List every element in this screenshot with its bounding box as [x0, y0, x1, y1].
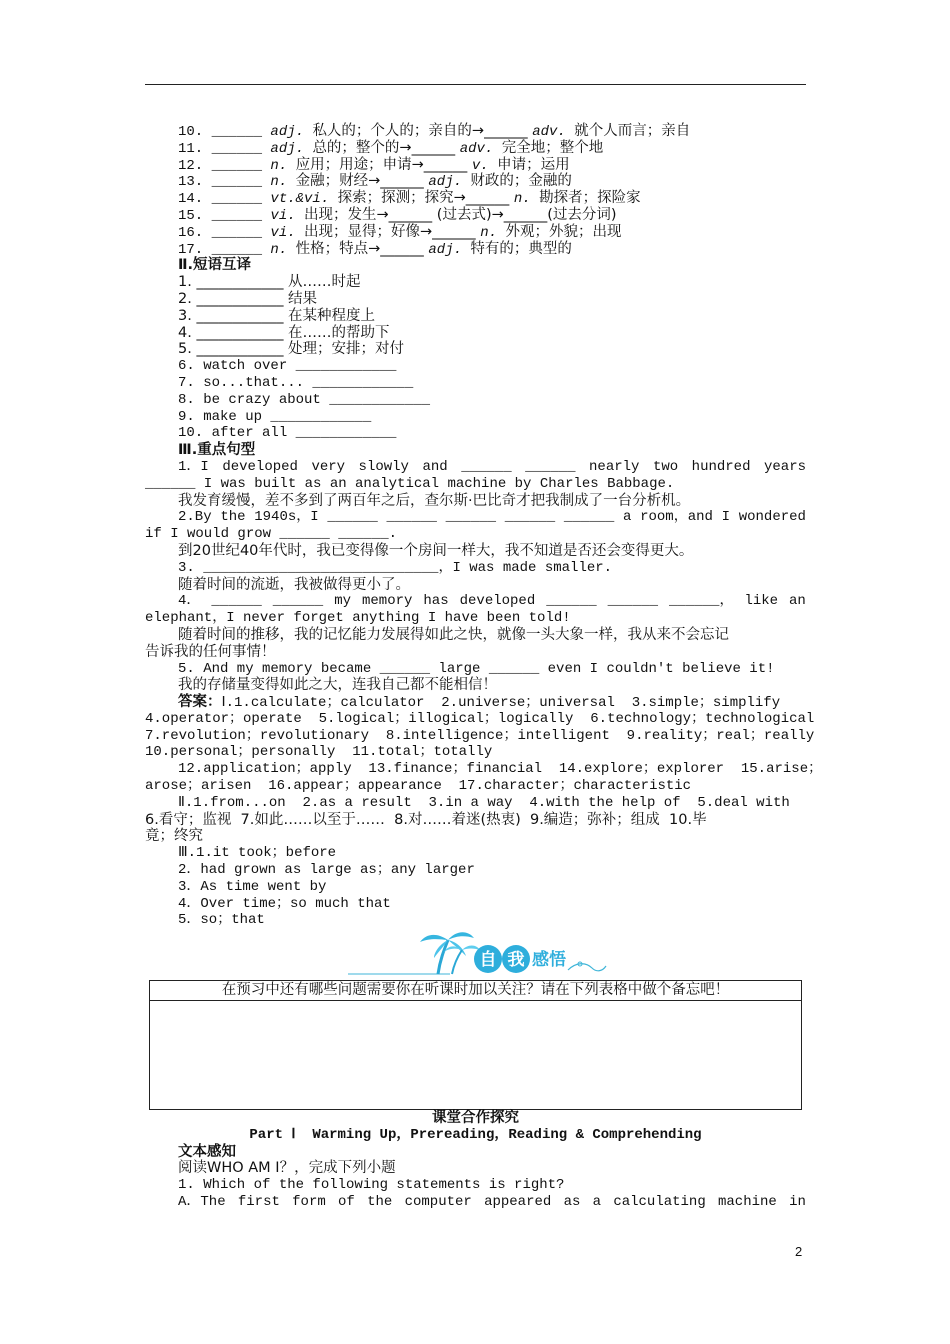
- phrase-item: 6. watch over ____________: [178, 358, 397, 375]
- word: hundred: [691, 458, 751, 475]
- word: 1．I: [178, 458, 209, 475]
- part-heading: Part Ⅰ Warming Up，Prereading，Reading & Comprehending: [249, 1126, 702, 1143]
- vocab-pos: n.: [270, 174, 296, 191]
- word: has: [423, 593, 449, 610]
- word: machine: [718, 1193, 777, 1210]
- section-2-title: Ⅱ.短语互译: [178, 257, 252, 274]
- vocab-number: 17.: [178, 241, 212, 258]
- vocab-number: 13.: [178, 174, 212, 191]
- vocab-number: 12.: [178, 157, 212, 174]
- phrase-item: 9. make up ____________: [178, 408, 372, 425]
- word: I: [721, 509, 731, 526]
- vocab-meaning-2: 申请；运用: [497, 156, 570, 173]
- word: ______: [272, 593, 324, 610]
- vocab-meaning: 出现；发生→______ (过去式)→______(过去分词): [304, 206, 617, 223]
- sentence-3-translation: 随着时间的流逝，我被做得更小了。: [178, 576, 410, 593]
- word: ______: [563, 509, 615, 526]
- vocab-number: 14.: [178, 191, 212, 208]
- word: ______: [211, 593, 262, 610]
- answers-line-3: 7.revolution；revolutionary 8.intelligence；intelligent 9.reality；real；really: [145, 727, 815, 744]
- vocab-item: [145, 173, 806, 190]
- word: room，and: [640, 509, 713, 526]
- vocab-item: [145, 157, 806, 174]
- self-reflection-banner: [340, 926, 610, 982]
- vocab-meaning-2: 财政的；金融的: [470, 173, 572, 190]
- answers-line-8: 6.看守；监视 7.如此……以至于…… 8.对……着迷(热衷) 9.编造；弥补；组成 10.毕: [145, 811, 707, 828]
- word: as: [563, 1193, 581, 1210]
- word: like: [744, 593, 779, 610]
- vocab-pos-2: adv.: [459, 140, 502, 157]
- answers-line-7: Ⅱ.1.from...on 2.as a result 3.in a way 4.with the help of 5.deal with: [178, 794, 790, 811]
- sentence-2-translation: 到20世纪40年代时，我已变得像一个房间一样大，我不知道是否还会变得更大。: [178, 542, 694, 559]
- word: first: [237, 1193, 280, 1210]
- sentence-5-translation: 我的存储量变得如此之大，连我自己都不能相信！: [178, 677, 497, 694]
- vocab-meaning-2: 外观；外貌；出现: [505, 223, 622, 240]
- vocab-blank: ______: [211, 174, 271, 191]
- word: nearly: [589, 458, 640, 475]
- vocab-pos: adj.: [270, 124, 313, 140]
- vocab-item: [145, 123, 806, 140]
- answers-line-4: 10.personal；personally 11.total；totally: [145, 744, 493, 761]
- word: calculating: [613, 1193, 706, 1210]
- sentence-1-line-1: [145, 459, 806, 476]
- answers-label: 答案：: [178, 694, 222, 711]
- word: of: [338, 1193, 355, 1210]
- vocab-number: 11.: [178, 140, 212, 157]
- vocab-pos: vt.&vi.: [270, 191, 338, 208]
- word: ______: [525, 458, 576, 475]
- sentence-1-translation: 我发育缓慢，差不多到了两百年之后，查尔斯·巴比奇才把我制成了一台分析机。: [178, 492, 691, 509]
- sentence-4-translation-1: 随着时间的推移，我的记忆能力发展得如此之快，就像一头大象一样，我从来不会忘记: [178, 626, 729, 643]
- vocab-meaning: 出现；显得；好像→______: [304, 223, 481, 240]
- vocab-pos-2: adv.: [532, 124, 575, 140]
- vocab-pos: adj.: [270, 140, 313, 157]
- word: a: [622, 509, 632, 526]
- answers-line-14: 5．so；that: [178, 912, 265, 929]
- phrase-item: 1. ____________ 从……时起: [178, 274, 361, 291]
- sentence-3-line: 3. ____________________________，I was made smaller.: [178, 559, 613, 576]
- sentence-1-line-2: ______ I was built as an analytical machine by Charles Babbage.: [145, 475, 675, 492]
- vocab-pos-2: adj.: [428, 241, 471, 258]
- sentence-4-line-1: [145, 593, 806, 610]
- answers-line-6: arose；arisen 16.appear；appearance 17.character；characteristic: [145, 778, 692, 795]
- word: and: [422, 458, 448, 475]
- page-number: 2: [795, 1244, 803, 1259]
- vocab-meaning: 金融；财经→______: [295, 173, 429, 190]
- vocab-pos-2: adj.: [428, 174, 471, 191]
- sentence-2-line-2: if I would grow ______ ______.: [145, 526, 398, 543]
- word: wondered: [738, 509, 806, 526]
- word: 4．: [178, 593, 201, 610]
- word: ______: [445, 509, 497, 526]
- subsection-title: 文本感知: [178, 1143, 236, 1160]
- word: 1940s，I: [254, 509, 319, 526]
- vocab-blank: ______: [211, 224, 271, 241]
- palm-tree-icon: [420, 932, 480, 974]
- word: form: [292, 1193, 326, 1210]
- answers-line-5: 12.application；apply 13.finance；financial 14.explore；explorer 15.arise；: [178, 761, 823, 778]
- word: my: [334, 593, 352, 610]
- phrase-item: 5. ____________ 处理；安排；对付: [178, 341, 405, 358]
- vocab-meaning-2: 完全地；整个地: [501, 139, 604, 156]
- vocab-blank: ______: [211, 207, 271, 224]
- reading-instruction: 阅读WHO AM I？，完成下列小题: [178, 1160, 396, 1177]
- word: in: [789, 1193, 806, 1210]
- vocab-meaning-2: 勘探者；探险家: [539, 190, 641, 207]
- phrase-list: [145, 274, 806, 442]
- vocab-pos-2: n.: [480, 224, 506, 241]
- answers-line-11: 2．had grown as large as；any larger: [178, 862, 475, 879]
- vocab-item: [145, 140, 806, 157]
- vocab-item: [145, 224, 806, 241]
- vocab-number: 10.: [178, 124, 212, 140]
- word: 2.By: [178, 509, 212, 526]
- answers-line-2: 4.operator；operate 5.logical；illogical；logically 6.technology；technological: [145, 710, 815, 727]
- memo-writing-area[interactable]: [150, 1001, 801, 1108]
- vocab-meaning: 探索；探测；探究→______: [337, 190, 514, 207]
- word: a: [592, 1193, 602, 1210]
- word: appeared: [484, 1193, 552, 1210]
- sentence-5-line: 5. And my memory became ______ large ______ even I couldn't believe it!: [178, 660, 775, 677]
- word: ______: [546, 593, 597, 610]
- answers-line-13: 4．Over time；so much that: [178, 895, 391, 912]
- vocab-blank: ______: [211, 191, 271, 208]
- answers-line-9: 竟；终究: [145, 828, 203, 845]
- banner-char-2: 我: [507, 950, 525, 970]
- word: ______: [504, 509, 556, 526]
- word: ______: [327, 509, 378, 526]
- word: computer: [404, 1193, 472, 1210]
- vocab-pos-2: v.: [471, 157, 498, 174]
- word: slowly: [358, 458, 409, 475]
- word: two: [652, 458, 679, 475]
- header-rule: [145, 84, 806, 85]
- phrase-item: 3. ____________ 在某种程度上: [178, 307, 376, 324]
- phrase-item: 4. ____________ 在……的帮助下: [178, 324, 390, 341]
- answers-line-12: 3．As time went by: [178, 878, 327, 895]
- phrase-item: 2. ____________ 结果: [178, 290, 318, 307]
- word: the: [367, 1193, 393, 1210]
- classroom-section: [145, 1110, 806, 1211]
- vocab-pos: vi.: [270, 207, 305, 224]
- vocab-meaning: 私人的；个人的；亲自的→______: [312, 123, 533, 139]
- word: ______，: [669, 593, 734, 610]
- section-3-title: Ⅲ.重点句型: [178, 442, 256, 459]
- word: ______: [461, 458, 512, 475]
- vocab-pos: n.: [270, 241, 296, 258]
- vocab-meaning-2: 就个人而言；亲自: [574, 123, 691, 139]
- wave-icon: [568, 964, 606, 971]
- vocab-pos-2: n.: [513, 191, 540, 208]
- vocab-blank: ______: [211, 241, 271, 258]
- vocab-number: 15.: [178, 207, 212, 224]
- vocab-pos: vi.: [270, 224, 305, 241]
- sentence-2-line-1: [145, 509, 806, 526]
- vocab-meaning: 应用；用途；申请→______: [295, 156, 472, 173]
- vocab-item: [145, 190, 806, 207]
- banner-text-rest: 感悟: [532, 950, 566, 970]
- word: ______: [386, 509, 437, 526]
- phrase-item: 7. so...that... ____________: [178, 374, 414, 391]
- exercise-body: [145, 123, 823, 929]
- vocab-meaning: 总的；整个的→______: [312, 139, 460, 156]
- section-heading: 课堂合作探究: [432, 1110, 519, 1126]
- vocab-pos: n.: [270, 157, 296, 174]
- answers-line-10: Ⅲ.1.it took；before: [178, 845, 337, 862]
- vocab-blank: ______: [211, 124, 271, 140]
- question-1: 1. Which of the following statements is right?: [178, 1177, 565, 1194]
- question-1-option-a: [145, 1194, 806, 1211]
- vocab-item: [145, 207, 806, 224]
- vocab-blank: ______: [211, 157, 271, 174]
- word: developed: [222, 458, 298, 475]
- phrase-item: 10. after all ____________: [178, 425, 397, 442]
- vocab-item: [145, 241, 806, 258]
- memo-table: [149, 980, 802, 1110]
- word: developed: [459, 593, 536, 610]
- answers-line-1: 答案：Ⅰ.1.calculate；calculator 2.universe；universal 3.simple；simplify: [178, 694, 781, 712]
- sentence-4-translation-2: 告诉我的任何事情！: [145, 643, 276, 660]
- word: the: [220, 509, 246, 526]
- sentence-4-line-2: elephant，I never forget anything I have been told!: [145, 610, 571, 627]
- word: memory: [362, 593, 413, 610]
- memo-prompt: 在预习中还有哪些问题需要你在听课时加以关注？请在下列表格中做个备忘吧！: [150, 981, 801, 1001]
- vocabulary-list: [145, 123, 806, 257]
- word: ______: [607, 593, 659, 610]
- vocab-number: 16.: [178, 224, 212, 241]
- word: an: [789, 593, 806, 610]
- vocab-meaning-2: 特有的；典型的: [470, 240, 572, 257]
- word: A．The: [178, 1193, 226, 1210]
- word: very: [311, 458, 346, 475]
- vocab-meaning: 性格；特点→______: [295, 240, 429, 257]
- banner-char-1: 自: [479, 950, 497, 970]
- phrase-item: 8. be crazy about ____________: [178, 391, 431, 408]
- vocab-blank: ______: [211, 140, 271, 157]
- word: years: [763, 458, 806, 475]
